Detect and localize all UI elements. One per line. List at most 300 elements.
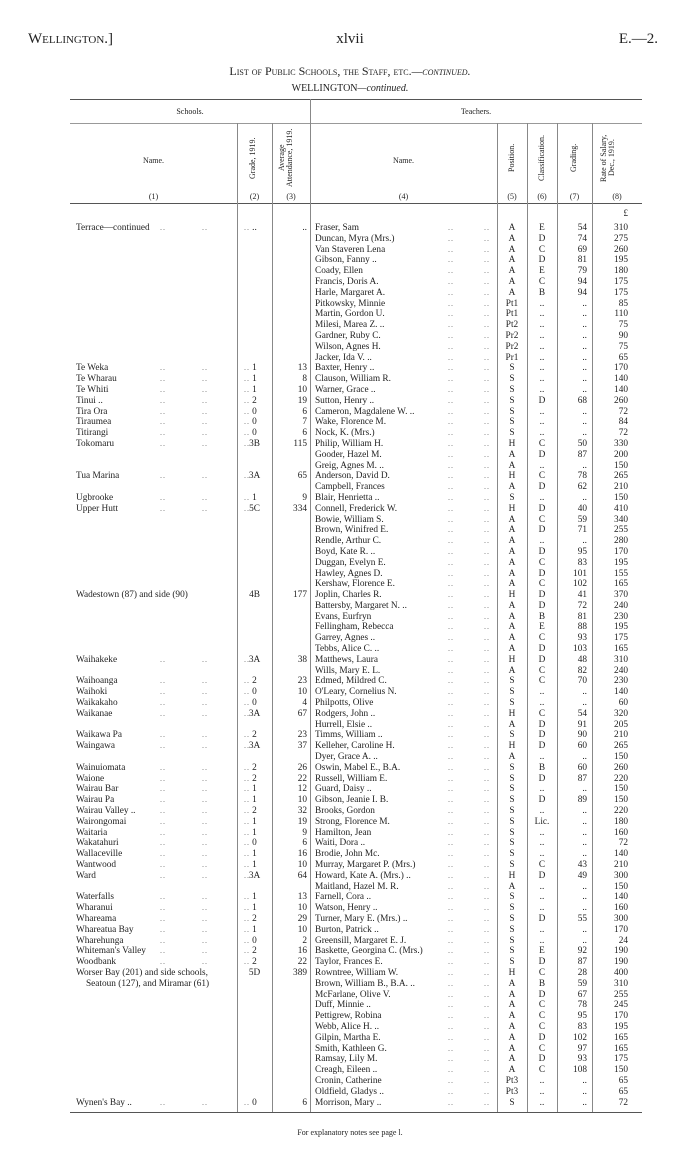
grading: 92: [577, 946, 587, 957]
table-row: [0, 363, 700, 374]
table-row: [0, 536, 700, 547]
position: A: [508, 255, 516, 266]
salary: 310: [614, 223, 628, 233]
classification: B: [538, 611, 546, 622]
dot-leader: [448, 396, 490, 407]
classification: C: [538, 1043, 546, 1054]
school-name: Te Wharau: [76, 374, 117, 385]
dot-leader: [448, 320, 490, 331]
grading: 67: [577, 989, 587, 1000]
grading: ..: [582, 341, 587, 352]
classification: D: [538, 449, 546, 460]
grading: ..: [582, 298, 587, 309]
grading: 59: [577, 978, 587, 989]
salary: 410: [614, 503, 628, 514]
grading: ..: [582, 806, 587, 817]
position: A: [508, 536, 516, 547]
classification: D: [538, 525, 546, 536]
salary: 165: [614, 644, 628, 655]
average-attendance: 4: [302, 698, 307, 709]
subtitle-text: WELLINGTON: [291, 83, 358, 94]
teacher-name: Francis, Doris A.: [315, 276, 379, 287]
classification: ..: [539, 784, 545, 795]
position: A: [508, 276, 516, 287]
teacher-name: Pitkowsky, Minnie: [315, 298, 386, 309]
table-row: [0, 525, 700, 536]
salary: 280: [614, 536, 628, 547]
table-row: [0, 277, 700, 288]
position: A: [508, 223, 516, 233]
dot-leader: [160, 655, 250, 666]
dot-leader: [160, 903, 250, 914]
teacher-name: Howard, Kate A. (Mrs.) ..: [315, 870, 411, 881]
school-name: Wynen's Bay ..: [76, 1097, 132, 1108]
classification: C: [538, 244, 546, 255]
table-row: [0, 655, 700, 666]
classification: D: [538, 957, 546, 968]
school-grade: 2: [252, 762, 257, 773]
average-attendance: 16: [297, 849, 307, 860]
dot-leader: [160, 698, 250, 709]
salary: 72: [618, 838, 628, 849]
dot-leader: [160, 676, 250, 687]
dot-leader: [448, 774, 490, 785]
average-attendance: 6: [302, 1097, 307, 1108]
table-row: [0, 774, 700, 785]
teacher-name: McFarlane, Olive V.: [315, 989, 391, 1000]
school-grade: 1: [252, 492, 257, 503]
table-row: [0, 882, 700, 893]
classification: E: [539, 223, 545, 233]
average-attendance: 26: [297, 762, 307, 773]
dot-leader: [448, 417, 490, 428]
table-row: [0, 1098, 700, 1109]
teacher-name: Philip, William H.: [315, 438, 384, 449]
position: Pr2: [505, 330, 519, 341]
dot-leader: [448, 763, 490, 774]
school-name: Tinui ..: [76, 395, 103, 406]
dot-leader: [448, 1044, 490, 1055]
classification: ..: [539, 698, 545, 709]
school-name: Upper Hutt: [76, 503, 119, 514]
school-name: Tira Ora: [76, 406, 108, 417]
grading: 81: [577, 611, 587, 622]
teacher-name: Oswin, Mabel E., B.A.: [315, 762, 401, 773]
page-number: xlvii: [336, 31, 364, 47]
position: A: [508, 978, 516, 989]
dot-leader: [448, 892, 490, 903]
average-attendance: 23: [297, 676, 307, 687]
salary: 260: [614, 395, 628, 406]
salary: 195: [614, 622, 628, 633]
col-num: (4): [398, 192, 409, 201]
salary: 300: [614, 870, 628, 881]
average-attendance: 37: [297, 741, 307, 752]
salary: 150: [614, 752, 628, 763]
dot-leader: [448, 622, 490, 633]
col-num: (8): [612, 192, 622, 201]
grading: ..: [582, 417, 587, 428]
salary: 400: [614, 967, 628, 978]
classification: ..: [539, 384, 545, 395]
school-name: Whiteman's Valley: [76, 946, 146, 957]
school-grade: 2: [252, 946, 257, 957]
position: S: [509, 773, 515, 784]
salary: 65: [618, 1075, 628, 1086]
position: H: [508, 654, 516, 665]
school-grade: 3A: [248, 741, 261, 752]
classification: B: [538, 762, 546, 773]
salary: 140: [614, 892, 628, 903]
table-row: [0, 644, 700, 655]
school-name: Wallaceville: [76, 849, 123, 860]
classification: C: [538, 557, 546, 568]
salary: 200: [614, 449, 628, 460]
salary: 230: [614, 611, 628, 622]
average-attendance: 10: [297, 924, 307, 935]
teacher-name: Boyd, Kate R. ..: [315, 546, 376, 557]
classification: ..: [539, 1075, 545, 1086]
position: S: [509, 762, 515, 773]
position: A: [508, 665, 516, 676]
dot-leader: [160, 741, 250, 752]
salary: 84: [618, 417, 628, 428]
grading: ..: [582, 924, 587, 935]
grading: 72: [577, 600, 587, 611]
salary: 165: [614, 1032, 628, 1043]
salary: 310: [614, 978, 628, 989]
salary: 340: [614, 514, 628, 525]
teacher-name: Pettigrew, Robina: [315, 1011, 382, 1022]
grading: 78: [577, 471, 587, 482]
table-row: [0, 1054, 700, 1065]
table-row: [0, 914, 700, 925]
dot-leader: [448, 1065, 490, 1076]
teacher-name: Duff, Minnie ..: [315, 1000, 371, 1011]
grading: ..: [582, 330, 587, 341]
grading: 71: [577, 525, 587, 536]
table-row: [0, 666, 700, 677]
position: Pr1: [505, 352, 519, 363]
teacher-name: Maitland, Hazel M. R.: [315, 881, 399, 892]
classification: D: [538, 654, 546, 665]
grading: 81: [577, 255, 587, 266]
dot-leader: [448, 903, 490, 914]
classification: ..: [539, 935, 545, 946]
school-name: Wainuiomata: [76, 762, 126, 773]
table-row: [0, 342, 700, 353]
dot-leader: [160, 1098, 250, 1109]
group-teachers: Teachers.: [460, 107, 492, 116]
table-row: [0, 871, 700, 882]
position: S: [509, 924, 515, 935]
table-row: [0, 515, 700, 526]
position: H: [508, 503, 516, 514]
average-attendance: 6: [302, 428, 307, 439]
table-row: [0, 331, 700, 342]
grading: 41: [577, 590, 587, 601]
position: S: [509, 687, 515, 698]
teacher-name: Duncan, Myra (Mrs.): [315, 233, 395, 244]
dot-leader: [448, 331, 490, 342]
dot-leader: [448, 374, 490, 385]
teacher-name: Bowie, William S.: [315, 514, 384, 525]
dot-leader: [160, 860, 250, 871]
teacher-name: Blair, Henrietta ..: [315, 492, 380, 503]
classification: ..: [539, 881, 545, 892]
table-row: [0, 601, 700, 612]
dot-leader: [448, 309, 490, 320]
salary: 85: [618, 298, 628, 309]
salary: 110: [614, 309, 628, 320]
teacher-name: Morrison, Mary ..: [315, 1097, 382, 1108]
classification: C: [538, 471, 546, 482]
teacher-name: Wills, Mary E. L.: [315, 665, 381, 676]
position: H: [508, 870, 516, 881]
salary: 75: [618, 341, 628, 352]
position: A: [508, 989, 516, 1000]
table-row: [0, 892, 700, 903]
position: S: [509, 903, 515, 914]
salary: 180: [614, 266, 628, 277]
salary: 265: [614, 471, 628, 482]
table-row: [0, 223, 700, 234]
classification: C: [538, 579, 546, 590]
average-attendance: 13: [297, 363, 307, 374]
grading: 79: [577, 266, 587, 277]
position: S: [509, 428, 515, 439]
classification: E: [539, 266, 545, 277]
grading: ..: [582, 384, 587, 395]
teacher-name: Cameron, Magdalene W. ..: [315, 406, 415, 417]
teacher-name: Rowntree, William W.: [315, 967, 399, 978]
running-head-right: E.—2.: [618, 31, 658, 47]
dot-leader: [448, 1011, 490, 1022]
school-name: Wakatahuri: [76, 838, 119, 849]
salary: 175: [614, 1054, 628, 1065]
grading: ..: [582, 374, 587, 385]
table-row: [0, 817, 700, 828]
dot-leader: [448, 741, 490, 752]
grading: 54: [577, 708, 587, 719]
salary: 175: [614, 276, 628, 287]
teacher-name: Garrey, Agnes ..: [315, 633, 376, 644]
grading: 95: [577, 546, 587, 557]
salary: 320: [614, 708, 628, 719]
dot-leader: [160, 439, 250, 450]
grading: 95: [577, 1011, 587, 1022]
classification: D: [538, 1032, 546, 1043]
average-attendance: ..: [302, 223, 307, 233]
teacher-name: Nock, K. (Mrs.): [315, 428, 375, 439]
col-school-name: Name.: [142, 156, 165, 165]
classification: ..: [539, 806, 545, 817]
dot-leader: [160, 763, 250, 774]
classification: ..: [539, 1097, 545, 1108]
grading: ..: [582, 698, 587, 709]
salary: 140: [614, 687, 628, 698]
grading: 49: [577, 870, 587, 881]
dot-leader: [448, 612, 490, 623]
dot-leader: [448, 288, 490, 299]
dot-leader: [448, 698, 490, 709]
position: S: [509, 795, 515, 806]
col-position: Position.: [507, 143, 516, 173]
classification: ..: [539, 752, 545, 763]
position: S: [509, 816, 515, 827]
salary: 170: [614, 924, 628, 935]
table-row: [0, 979, 700, 990]
school-name: Waihoki: [76, 687, 108, 698]
classification: C: [538, 676, 546, 687]
dot-leader: [448, 547, 490, 558]
average-attendance: 64: [297, 870, 307, 881]
school-name: Waione: [76, 773, 105, 784]
school-grade: 3A: [248, 471, 261, 482]
col-attendance: Average Attendance, 1919.: [277, 128, 294, 188]
dot-leader: [448, 795, 490, 806]
school-grade: 3A: [248, 708, 261, 719]
school-grade: 1: [252, 384, 257, 395]
dot-leader: [448, 1033, 490, 1044]
grading: 78: [577, 1000, 587, 1011]
salary: 72: [618, 428, 628, 439]
position: S: [509, 676, 515, 687]
position: A: [508, 546, 516, 557]
teacher-name: Van Staveren Lena: [315, 244, 386, 255]
dot-leader: [160, 493, 250, 504]
classification: ..: [539, 352, 545, 363]
average-attendance: 10: [297, 384, 307, 395]
salary: 255: [614, 989, 628, 1000]
average-attendance: 22: [297, 957, 307, 968]
teacher-name: Wake, Florence M.: [315, 417, 387, 428]
teacher-name: Murray, Margaret P. (Mrs.): [315, 860, 416, 871]
classification: B: [538, 978, 546, 989]
teacher-name: Duggan, Evelyn E.: [315, 557, 386, 568]
position: H: [508, 438, 516, 449]
school-name: Wharanui: [76, 903, 113, 914]
position: A: [508, 1000, 516, 1011]
dot-leader: [448, 860, 490, 871]
teacher-name: Brown, Winifred E.: [315, 525, 389, 536]
salary: 330: [614, 438, 628, 449]
teacher-name: Battersby, Margaret N. ..: [315, 600, 407, 611]
teacher-name: Hawley, Agnes D.: [315, 568, 383, 579]
table-row: [0, 461, 700, 472]
dot-leader: [160, 795, 250, 806]
position: S: [509, 914, 515, 924]
salary: 275: [614, 233, 628, 244]
average-attendance: 16: [297, 946, 307, 957]
table-row: [0, 1044, 700, 1055]
dot-leader: [160, 471, 250, 482]
dot-leader: [448, 299, 490, 310]
salary: 24: [618, 935, 628, 946]
table-row: [0, 925, 700, 936]
grading: ..: [582, 838, 587, 849]
teacher-name: Baskette, Georgina C. (Mrs.): [315, 946, 423, 957]
teacher-name: Gibson, Jeanie I. B.: [315, 795, 389, 806]
salary: 195: [614, 255, 628, 266]
classification: Lic.: [534, 816, 550, 827]
dot-leader: [448, 493, 490, 504]
table-row: [0, 374, 700, 385]
grading: ..: [582, 849, 587, 860]
salary: 260: [614, 762, 628, 773]
salary: 195: [614, 557, 628, 568]
grading: 69: [577, 244, 587, 255]
salary: 220: [614, 806, 628, 817]
teacher-name: Evans, Eurfryn: [315, 611, 372, 622]
classification: C: [538, 514, 546, 525]
table-subtitle: [0, 83, 700, 94]
average-attendance: 9: [302, 827, 307, 838]
grading: 94: [577, 287, 587, 298]
salary: 165: [614, 579, 628, 590]
teacher-name: Strong, Florence M.: [315, 816, 390, 827]
school-grade: 2: [252, 676, 257, 687]
dot-leader: [448, 525, 490, 536]
school-name: Waihoanga: [76, 676, 118, 687]
position: S: [509, 492, 515, 503]
grading: ..: [582, 935, 587, 946]
grading: ..: [582, 492, 587, 503]
salary: 150: [614, 881, 628, 892]
classification: C: [538, 633, 546, 644]
classification: D: [538, 644, 546, 655]
table-row: [0, 482, 700, 493]
salary: 175: [614, 287, 628, 298]
teacher-name: O'Leary, Cornelius N.: [315, 687, 397, 698]
dot-leader: [448, 817, 490, 828]
teacher-name: Webb, Alice H. ..: [315, 1021, 380, 1032]
position: A: [508, 514, 516, 525]
grading: ..: [582, 816, 587, 827]
school-grade: 2: [252, 773, 257, 784]
table-row: [0, 828, 700, 839]
teacher-name: Greensill, Margaret E. J.: [315, 935, 407, 946]
dot-leader: [160, 936, 250, 947]
rule-top: [70, 99, 642, 100]
teacher-name: Coady, Ellen: [315, 266, 363, 277]
position: A: [508, 460, 516, 471]
classification: D: [538, 590, 546, 601]
position: S: [509, 935, 515, 946]
grading: ..: [582, 892, 587, 903]
classification: ..: [539, 341, 545, 352]
dot-leader: [448, 471, 490, 482]
teacher-name: Greig, Agnes M. ..: [315, 460, 384, 471]
salary: 160: [614, 903, 628, 914]
grading: ..: [582, 784, 587, 795]
average-attendance: 10: [297, 860, 307, 871]
col-classification: Classification.: [537, 135, 546, 181]
grading: 55: [577, 914, 587, 924]
classification: ..: [539, 330, 545, 341]
school-grade: 4B: [249, 590, 260, 601]
dot-leader: [160, 374, 250, 385]
school-grade: 2: [252, 914, 257, 924]
grading: 102: [573, 1032, 587, 1043]
position: S: [509, 1097, 515, 1108]
footnote: For explanatory notes see page l.: [297, 1128, 403, 1137]
classification: D: [538, 741, 546, 752]
classification: D: [538, 730, 546, 741]
school-name: Wairau Bar: [76, 784, 119, 795]
school-name: Wantwood: [76, 860, 117, 871]
school-grade: 1: [252, 924, 257, 935]
